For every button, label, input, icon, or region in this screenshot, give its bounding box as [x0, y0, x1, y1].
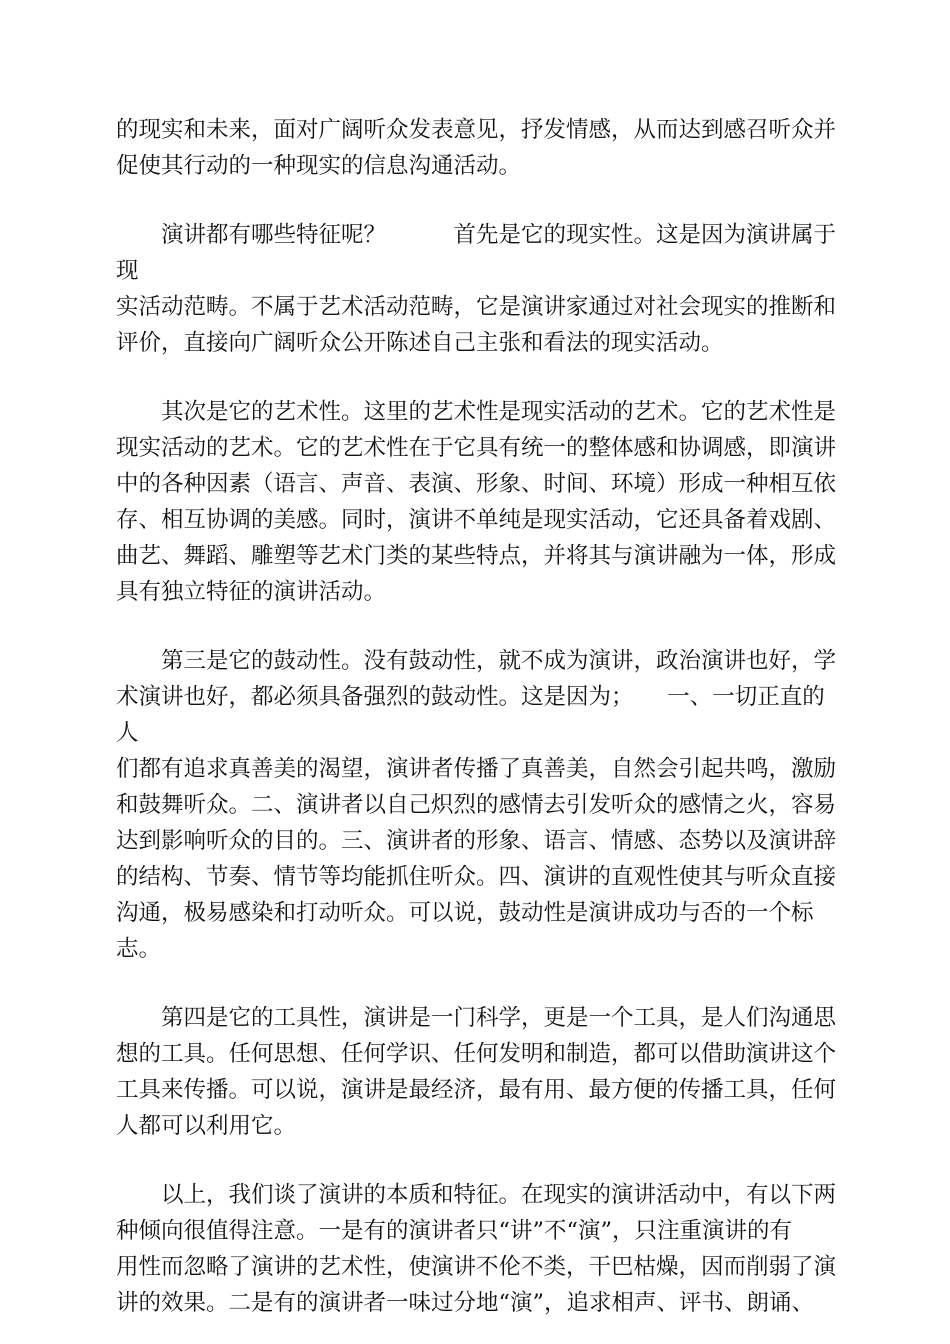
text-line: 中的各种因素（语言、声音、表演、形象、时间、环境）形成一种相互依 [116, 471, 837, 497]
text-line: 现实活动的艺术。它的艺术性在于它具有统一的整体感和协调感，即演讲 [116, 435, 837, 461]
text-line: 讲的效果。二是有的演讲者一味过分地“演”，追求相声、评书、朗诵、 [116, 1290, 815, 1316]
paragraph-3 [116, 394, 836, 610]
text-line: 术演讲也好，都必须具备强烈的鼓动性。这是因为； 一、一切正直的人 [116, 684, 825, 746]
paragraph-gap [116, 610, 836, 643]
paragraph-4 [116, 643, 836, 967]
paragraph-gap [116, 184, 836, 217]
paragraph-2 [116, 217, 836, 361]
text-line: 达到影响听众的目的。三、演讲者的形象、语言、情感、态势以及演讲辞 [116, 828, 837, 854]
text-line: 以上，我们谈了演讲的本质和特征。在现实的演讲活动中，有以下两 [116, 1182, 837, 1208]
paragraph-gap [116, 361, 836, 394]
text-line: 种倾向很值得注意。一是有的演讲者只“讲”不“演”，只注重演讲的有 [116, 1218, 793, 1244]
paragraph-5 [116, 1000, 836, 1144]
paragraph-6 [116, 1177, 836, 1321]
paragraph-1 [116, 112, 836, 184]
text-line: 演讲都有哪些特征呢？ 首先是它的现实性。这是因为演讲属于现 [116, 222, 837, 284]
text-line: 曲艺、舞蹈、雕塑等艺术门类的某些特点，并将其与演讲融为一体，形成 [116, 543, 837, 569]
text-line: 实活动范畴。不属于艺术活动范畴，它是演讲家通过对社会现实的推断和 [116, 294, 837, 320]
text-line: 们都有追求真善美的渴望，演讲者传播了真善美，自然会引起共鸣，激励 [116, 756, 837, 782]
text-line: 和鼓舞听众。二、演讲者以自己炽烈的感情去引发听众的感情之火，容易 [116, 792, 837, 818]
text-line: 志。 [116, 936, 162, 962]
text-line: 第四是它的工具性，演讲是一门科学，更是一个工具，是人们沟通思 [116, 1005, 837, 1031]
text-line: 的现实和未来，面对广阔听众发表意见，抒发情感，从而达到感召听众并 [116, 117, 837, 143]
text-line: 促使其行动的一种现实的信息沟通活动。 [116, 153, 522, 179]
text-line: 沟通，极易感染和打动听众。可以说，鼓动性是演讲成功与否的一个标 [116, 900, 814, 926]
text-line: 人都可以利用它。 [116, 1113, 297, 1139]
text-line: 用性而忽略了演讲的艺术性，使演讲不伦不类，干巴枯燥，因而削弱了演 [116, 1254, 837, 1280]
paragraph-gap [116, 1144, 836, 1177]
text-line: 第三是它的鼓动性。没有鼓动性，就不成为演讲，政治演讲也好，学 [116, 648, 837, 674]
text-line: 工具来传播。可以说，演讲是最经济，最有用、最方便的传播工具，任何 [116, 1077, 837, 1103]
text-line: 想的工具。任何思想、任何学识、任何发明和制造，都可以借助演讲这个 [116, 1041, 837, 1067]
text-line: 其次是它的艺术性。这里的艺术性是现实活动的艺术。它的艺术性是 [116, 399, 837, 425]
text-line: 具有独立特征的演讲活动。 [116, 579, 387, 605]
text-line: 的结构、节奏、情节等均能抓住听众。四、演讲的直观性使其与听众直接 [116, 864, 837, 890]
paragraph-gap [116, 967, 836, 1000]
text-line: 存、相互协调的美感。同时，演讲不单纯是现实活动，它还具备着戏剧、 [116, 507, 837, 533]
text-line: 评价，直接向广阔听众公开陈述自己主张和看法的现实活动。 [116, 330, 724, 356]
document-body [116, 112, 836, 1321]
